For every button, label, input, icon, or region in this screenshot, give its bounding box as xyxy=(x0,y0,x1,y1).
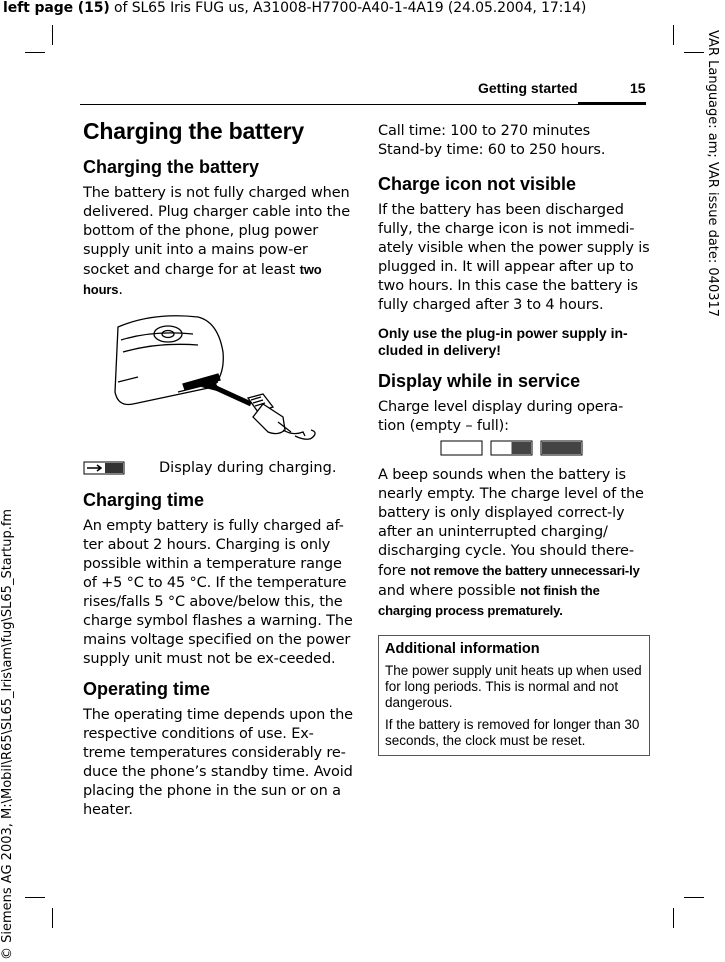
section-heading-charging: Charging the battery xyxy=(83,157,260,177)
info-paragraph-1: The power supply unit heats up when used for long periods. This is normal and not dangerous. xyxy=(385,663,642,710)
crop-mark xyxy=(673,908,674,928)
charging-duration: two hours xyxy=(83,262,322,297)
section-heading-display-service: Display while in service xyxy=(378,371,581,391)
charging-text: The battery is not fully charged when delivered. Plug charger cable into the bottom of the phone, plug power supply unit into a mains pow-er socket and charge for at least xyxy=(83,185,350,278)
file-header-rest: of SL65 Iris FUG us, A31008-H7700-A40-1-4A19 (24.05.2004, 17:14) xyxy=(109,0,587,16)
beep-text: A beep sounds when the battery is nearly empty. The charge level of the battery is only displayed correct-ly after an uninterrupted charging/ discharging cycle. You should there-fore xyxy=(378,467,644,579)
header-rule xyxy=(80,104,646,105)
file-header-prefix: left page (15) xyxy=(3,0,110,16)
side-text-right-wrap xyxy=(700,30,720,360)
crop-mark xyxy=(673,25,674,45)
header-rule-accent xyxy=(578,102,646,105)
battery-full-icon xyxy=(540,440,584,456)
info-title: Additional information xyxy=(385,641,540,657)
phone-charger-icon xyxy=(113,312,328,452)
beep-paragraph xyxy=(378,466,650,621)
file-header xyxy=(3,0,586,16)
beep-text-mid: and where possible xyxy=(378,583,521,599)
right-column xyxy=(378,122,650,756)
times-paragraph xyxy=(378,122,650,160)
left-column xyxy=(83,118,353,830)
crop-mark xyxy=(52,908,53,928)
crop-mark xyxy=(684,897,704,898)
section-heading-operating-time: Operating time xyxy=(83,679,211,699)
battery-level-icons xyxy=(440,440,650,456)
charging-text-end: . xyxy=(118,282,123,298)
side-text-right: VAR Language: am; VAR issue date: 040317 xyxy=(705,30,720,318)
call-time: Call time: 100 to 270 minutes xyxy=(378,123,591,139)
section-heading-charging-time: Charging time xyxy=(83,490,205,510)
battery-empty-icon xyxy=(440,440,484,456)
battery-charging-icon xyxy=(83,460,127,476)
page-number: 15 xyxy=(630,80,646,96)
side-text-left: © Siemens AG 2003, M:\Mobil\R65\SL65_Iris\am\fug\SL65_Startup.fm xyxy=(0,508,15,960)
crop-mark xyxy=(52,25,53,45)
charge-icon-paragraph: If the battery has been discharged fully, the charge icon is not immedi-ately visible when the power supply is plugged in. It will appear after up to two hours. In this case the battery is fully charged after 3 to 4 hours. xyxy=(378,202,650,313)
power-supply-note: Only use the plug-in power supply in-cluded in delivery! xyxy=(378,325,628,358)
crop-mark xyxy=(25,897,45,898)
standby-time: Stand-by time: 60 to 250 hours. xyxy=(378,142,606,158)
battery-half-icon xyxy=(490,440,534,456)
crop-mark xyxy=(25,52,45,53)
bold-warning-1: not remove the battery unnecessari-ly xyxy=(410,563,640,578)
info-paragraph-2: If the battery is removed for longer than 30 seconds, the clock must be reset. xyxy=(385,717,640,748)
display-service-paragraph: Charge level display during opera-tion (empty – full): xyxy=(378,399,624,434)
bold-warning-2: not finish the charging process prematurely. xyxy=(378,583,600,618)
additional-info-box xyxy=(378,635,650,756)
section-heading-charge-icon: Charge icon not visible xyxy=(378,174,577,194)
battery-fill xyxy=(512,442,532,454)
running-header-title: Getting started xyxy=(478,80,578,96)
charger-illustration xyxy=(113,312,328,452)
side-text-left-wrap xyxy=(0,508,20,960)
crop-mark xyxy=(684,52,704,53)
charging-paragraph xyxy=(83,184,353,300)
charge-display-label: Display during charging. xyxy=(159,460,337,476)
page-title: Charging the battery xyxy=(83,118,304,144)
operating-time-paragraph: The operating time depends upon the respective conditions of use. Ex-treme temperatures considerably re-duce the phone’s standby time. Avoid placing the phone in the sun or on a heater. xyxy=(83,707,353,818)
charging-time-paragraph: An empty battery is fully charged af-ter about 2 hours. Charging is only possible within a temperature range of +5 °C to 45 °C. If the temperature rises/falls 5 °C above/below this, the charge symbol flashes a warning. The mains voltage specified on the power supply unit must not be ex-ceeded. xyxy=(83,518,353,667)
battery-fill xyxy=(542,442,581,454)
charge-display-row xyxy=(83,460,353,476)
